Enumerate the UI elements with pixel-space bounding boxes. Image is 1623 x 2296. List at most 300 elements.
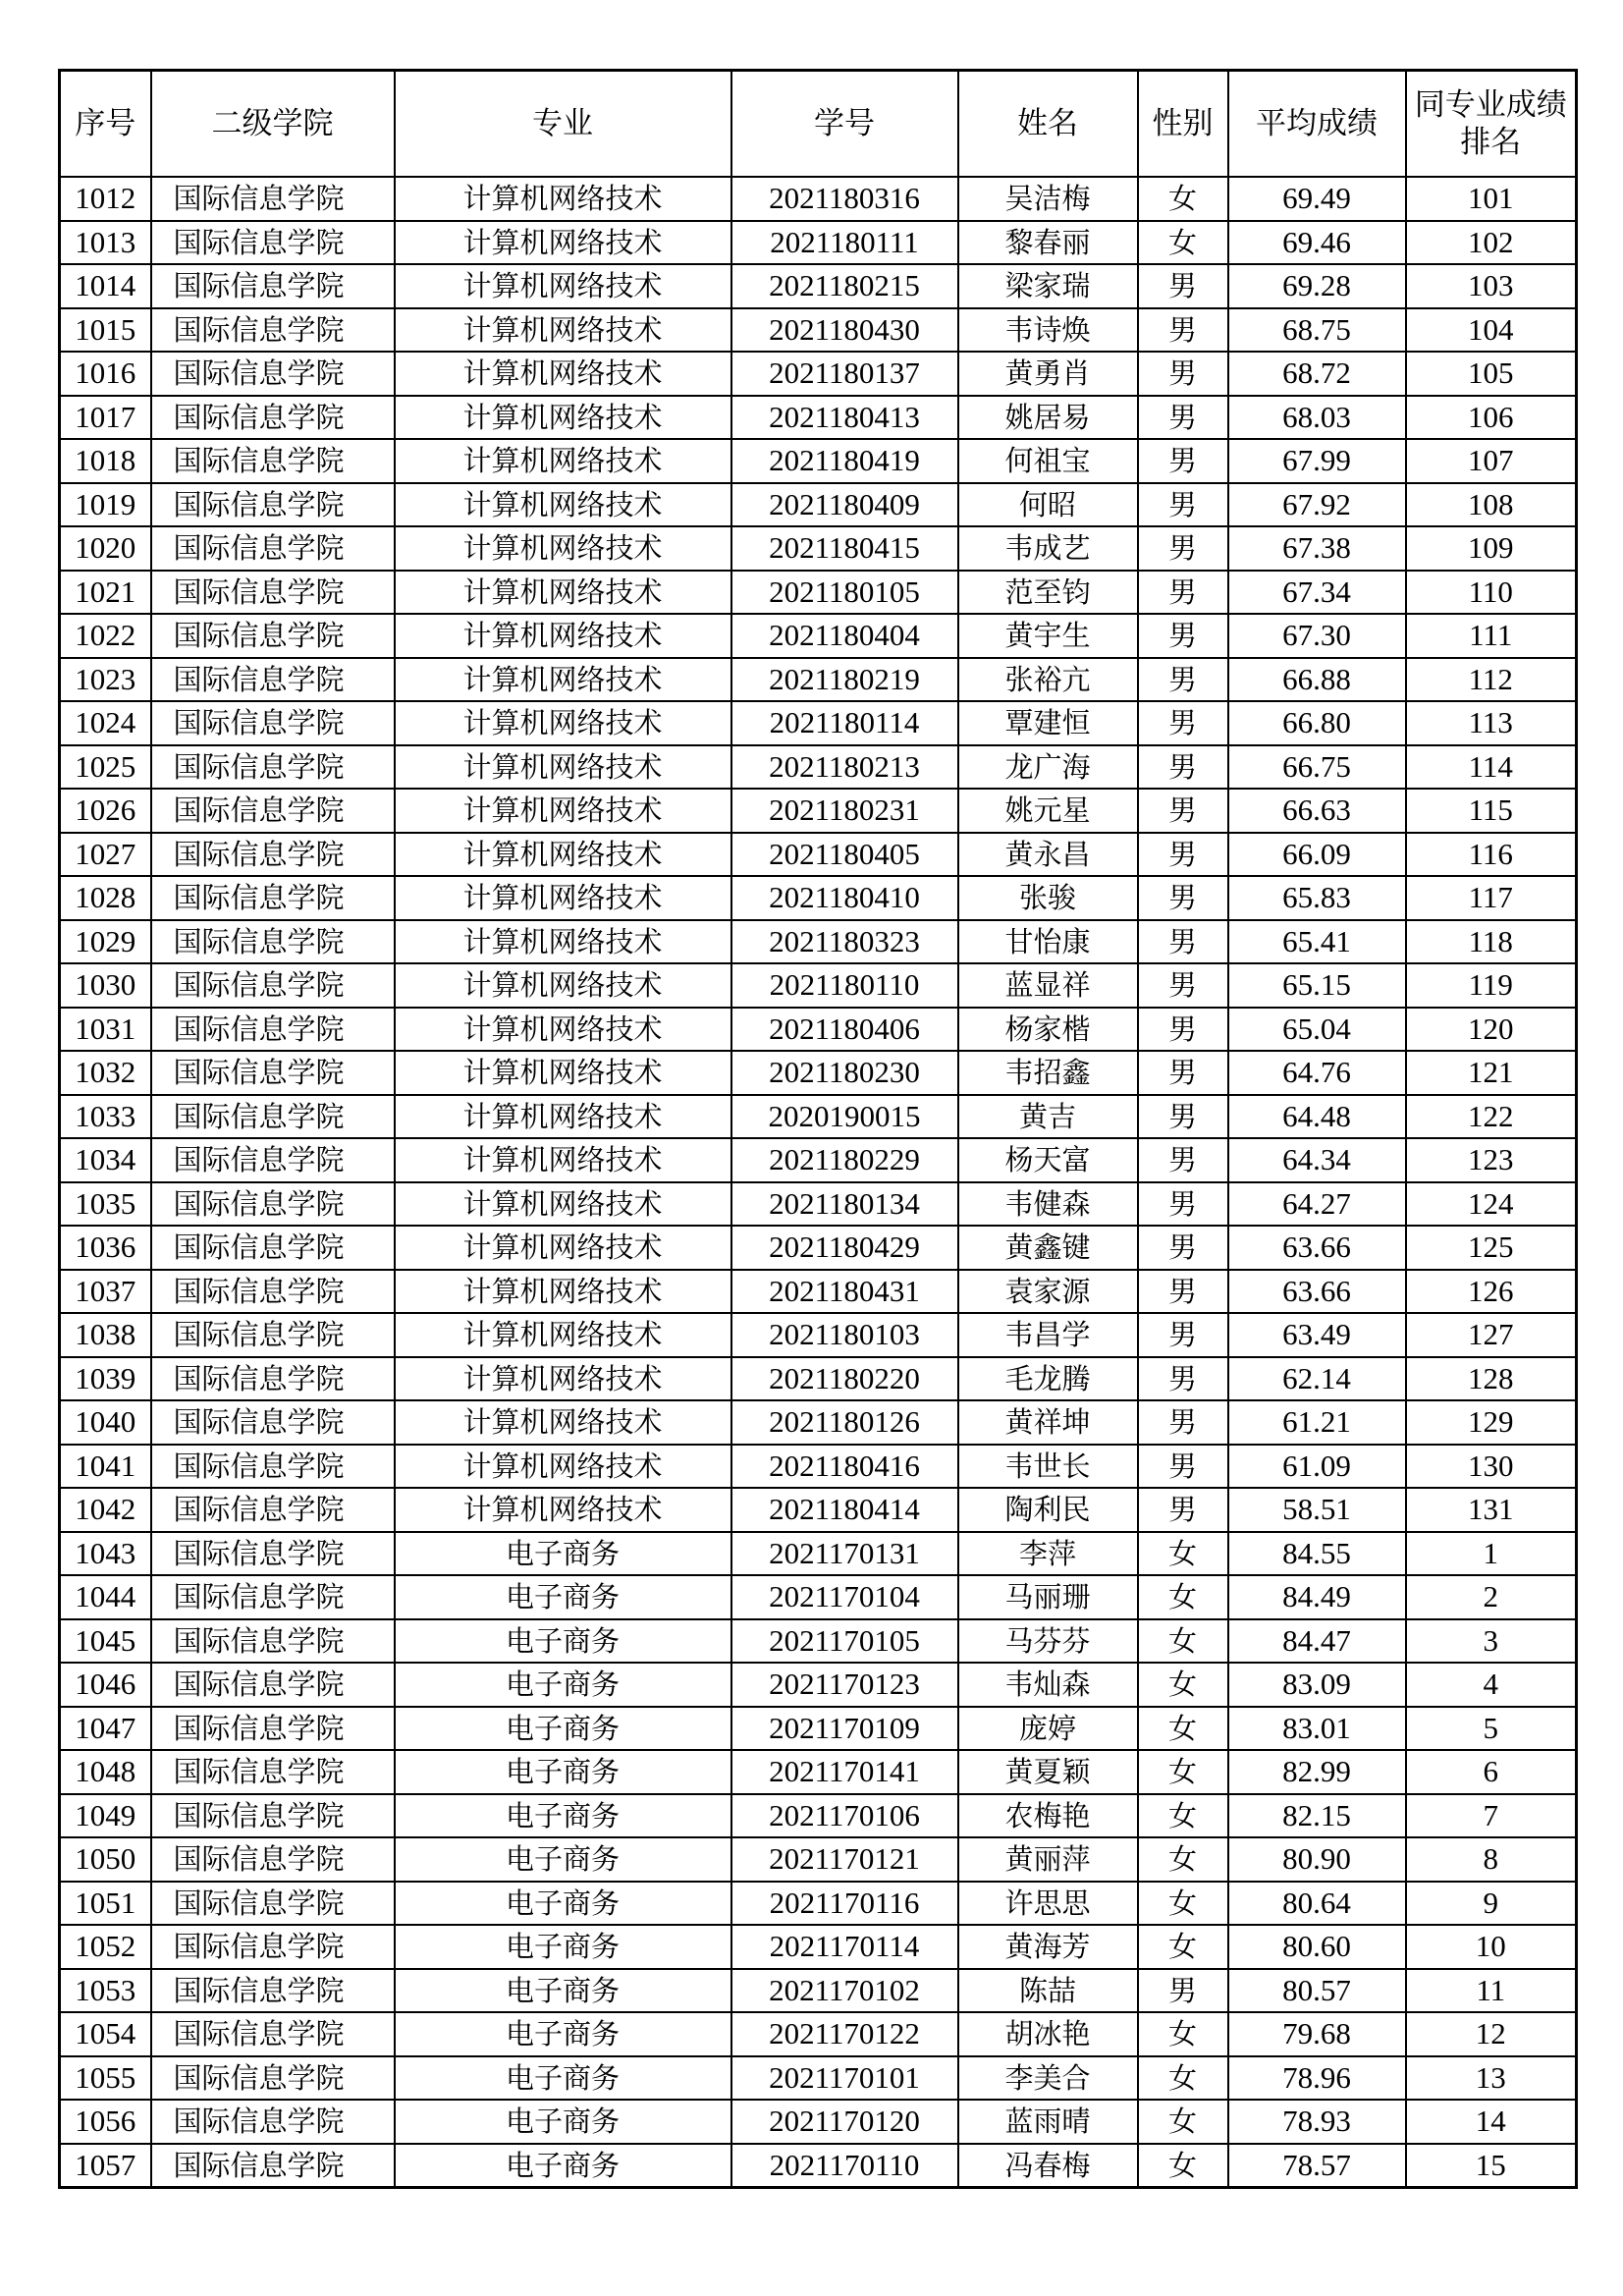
cell-name: 黎春丽 xyxy=(958,221,1138,265)
cell-major: 计算机网络技术 xyxy=(395,308,731,353)
cell-seq: 1020 xyxy=(60,526,151,571)
cell-student-id: 2021180431 xyxy=(731,1270,958,1314)
cell-gender: 男 xyxy=(1138,614,1228,658)
cell-college: 国际信息学院 xyxy=(151,1445,395,1489)
cell-seq: 1013 xyxy=(60,221,151,265)
cell-college: 国际信息学院 xyxy=(151,1357,395,1401)
cell-gender: 男 xyxy=(1138,264,1228,308)
cell-college: 国际信息学院 xyxy=(151,1619,395,1664)
cell-student-id: 2021180230 xyxy=(731,1051,958,1095)
cell-average-score: 69.28 xyxy=(1228,264,1406,308)
cell-major: 电子商务 xyxy=(395,1663,731,1707)
cell-major-rank: 102 xyxy=(1406,221,1577,265)
table-row xyxy=(60,789,1577,833)
cell-name: 许思思 xyxy=(958,1882,1138,1926)
cell-average-score: 65.83 xyxy=(1228,876,1406,920)
cell-seq: 1022 xyxy=(60,614,151,658)
cell-name: 马芬芬 xyxy=(958,1619,1138,1664)
cell-student-id: 2021180430 xyxy=(731,308,958,353)
cell-major: 计算机网络技术 xyxy=(395,221,731,265)
cell-student-id: 2021180137 xyxy=(731,352,958,396)
col-header-student-id: 学号 xyxy=(731,71,958,178)
cell-student-id: 2021180105 xyxy=(731,571,958,615)
cell-college: 国际信息学院 xyxy=(151,2056,395,2101)
cell-college: 国际信息学院 xyxy=(151,1488,395,1532)
cell-major: 计算机网络技术 xyxy=(395,352,731,396)
cell-gender: 女 xyxy=(1138,2144,1228,2188)
cell-student-id: 2021180415 xyxy=(731,526,958,571)
cell-college: 国际信息学院 xyxy=(151,1707,395,1751)
cell-name: 黄丽萍 xyxy=(958,1837,1138,1882)
cell-average-score: 79.68 xyxy=(1228,2012,1406,2056)
cell-college: 国际信息学院 xyxy=(151,1095,395,1139)
grade-table xyxy=(58,69,1578,2189)
cell-student-id: 2021180429 xyxy=(731,1226,958,1270)
cell-seq: 1055 xyxy=(60,2056,151,2101)
cell-major-rank: 121 xyxy=(1406,1051,1577,1095)
cell-average-score: 68.03 xyxy=(1228,396,1406,440)
cell-college: 国际信息学院 xyxy=(151,1182,395,1227)
cell-gender: 男 xyxy=(1138,1357,1228,1401)
cell-name: 姚居易 xyxy=(958,396,1138,440)
cell-student-id: 2021170101 xyxy=(731,2056,958,2101)
table-row xyxy=(60,221,1577,265)
cell-major-rank: 6 xyxy=(1406,1750,1577,1794)
cell-seq: 1053 xyxy=(60,1969,151,2013)
cell-student-id: 2021180103 xyxy=(731,1313,958,1357)
cell-student-id: 2021180231 xyxy=(731,789,958,833)
cell-average-score: 78.57 xyxy=(1228,2144,1406,2188)
cell-major-rank: 111 xyxy=(1406,614,1577,658)
cell-major: 计算机网络技术 xyxy=(395,396,731,440)
table-row xyxy=(60,177,1577,221)
cell-major: 电子商务 xyxy=(395,2056,731,2101)
table-row xyxy=(60,396,1577,440)
table-row xyxy=(60,1794,1577,1838)
cell-major: 计算机网络技术 xyxy=(395,789,731,833)
table-row xyxy=(60,1750,1577,1794)
cell-seq: 1018 xyxy=(60,439,151,483)
cell-major: 电子商务 xyxy=(395,1575,731,1619)
table-row xyxy=(60,1138,1577,1182)
cell-college: 国际信息学院 xyxy=(151,614,395,658)
cell-name: 黄祥坤 xyxy=(958,1400,1138,1445)
cell-college: 国际信息学院 xyxy=(151,920,395,964)
cell-gender: 男 xyxy=(1138,396,1228,440)
cell-major-rank: 124 xyxy=(1406,1182,1577,1227)
cell-student-id: 2021170122 xyxy=(731,2012,958,2056)
cell-seq: 1045 xyxy=(60,1619,151,1664)
cell-major: 计算机网络技术 xyxy=(395,876,731,920)
table-row xyxy=(60,1663,1577,1707)
cell-seq: 1057 xyxy=(60,2144,151,2188)
cell-student-id: 2021180111 xyxy=(731,221,958,265)
cell-gender: 女 xyxy=(1138,1750,1228,1794)
cell-student-id: 2021180414 xyxy=(731,1488,958,1532)
cell-seq: 1054 xyxy=(60,2012,151,2056)
cell-major-rank: 1 xyxy=(1406,1532,1577,1576)
cell-average-score: 63.66 xyxy=(1228,1270,1406,1314)
cell-major: 计算机网络技术 xyxy=(395,658,731,702)
cell-college: 国际信息学院 xyxy=(151,1138,395,1182)
cell-gender: 男 xyxy=(1138,308,1228,353)
cell-major-rank: 128 xyxy=(1406,1357,1577,1401)
cell-average-score: 66.80 xyxy=(1228,701,1406,745)
cell-average-score: 83.09 xyxy=(1228,1663,1406,1707)
table-row xyxy=(60,1707,1577,1751)
cell-major-rank: 104 xyxy=(1406,308,1577,353)
table-row xyxy=(60,1270,1577,1314)
col-header-gender: 性别 xyxy=(1138,71,1228,178)
cell-major: 计算机网络技术 xyxy=(395,1095,731,1139)
cell-seq: 1019 xyxy=(60,483,151,527)
cell-gender: 男 xyxy=(1138,1095,1228,1139)
cell-major-rank: 114 xyxy=(1406,745,1577,790)
cell-major-rank: 15 xyxy=(1406,2144,1577,2188)
table-row xyxy=(60,352,1577,396)
cell-major-rank: 108 xyxy=(1406,483,1577,527)
cell-major-rank: 9 xyxy=(1406,1882,1577,1926)
cell-name: 姚元星 xyxy=(958,789,1138,833)
cell-college: 国际信息学院 xyxy=(151,789,395,833)
cell-seq: 1023 xyxy=(60,658,151,702)
cell-seq: 1042 xyxy=(60,1488,151,1532)
cell-name: 黄勇肖 xyxy=(958,352,1138,396)
cell-gender: 女 xyxy=(1138,221,1228,265)
cell-major: 计算机网络技术 xyxy=(395,701,731,745)
cell-major: 电子商务 xyxy=(395,2100,731,2144)
cell-major: 计算机网络技术 xyxy=(395,1226,731,1270)
cell-seq: 1038 xyxy=(60,1313,151,1357)
table-row xyxy=(60,483,1577,527)
cell-major-rank: 2 xyxy=(1406,1575,1577,1619)
cell-college: 国际信息学院 xyxy=(151,2100,395,2144)
cell-major: 计算机网络技术 xyxy=(395,1488,731,1532)
cell-name: 黄海芳 xyxy=(958,1925,1138,1969)
cell-seq: 1036 xyxy=(60,1226,151,1270)
cell-gender: 女 xyxy=(1138,1532,1228,1576)
cell-student-id: 2021170114 xyxy=(731,1925,958,1969)
cell-college: 国际信息学院 xyxy=(151,963,395,1008)
table-row xyxy=(60,1575,1577,1619)
cell-college: 国际信息学院 xyxy=(151,526,395,571)
cell-major: 计算机网络技术 xyxy=(395,483,731,527)
cell-college: 国际信息学院 xyxy=(151,396,395,440)
cell-name: 韦诗焕 xyxy=(958,308,1138,353)
table-row xyxy=(60,1182,1577,1227)
cell-average-score: 63.49 xyxy=(1228,1313,1406,1357)
cell-average-score: 66.09 xyxy=(1228,833,1406,877)
cell-seq: 1048 xyxy=(60,1750,151,1794)
cell-name: 黄鑫键 xyxy=(958,1226,1138,1270)
cell-college: 国际信息学院 xyxy=(151,2012,395,2056)
cell-average-score: 82.15 xyxy=(1228,1794,1406,1838)
table-body xyxy=(60,177,1577,2188)
cell-major-rank: 130 xyxy=(1406,1445,1577,1489)
cell-major: 计算机网络技术 xyxy=(395,1051,731,1095)
cell-seq: 1027 xyxy=(60,833,151,877)
cell-gender: 女 xyxy=(1138,1619,1228,1664)
cell-student-id: 2021170105 xyxy=(731,1619,958,1664)
table-row xyxy=(60,1400,1577,1445)
cell-major: 计算机网络技术 xyxy=(395,571,731,615)
cell-gender: 男 xyxy=(1138,1182,1228,1227)
cell-major: 计算机网络技术 xyxy=(395,1138,731,1182)
cell-major-rank: 116 xyxy=(1406,833,1577,877)
cell-gender: 男 xyxy=(1138,745,1228,790)
cell-name: 蓝显祥 xyxy=(958,963,1138,1008)
cell-college: 国际信息学院 xyxy=(151,1575,395,1619)
cell-seq: 1034 xyxy=(60,1138,151,1182)
cell-major-rank: 11 xyxy=(1406,1969,1577,2013)
cell-seq: 1039 xyxy=(60,1357,151,1401)
table-row xyxy=(60,2100,1577,2144)
cell-student-id: 2021180416 xyxy=(731,1445,958,1489)
cell-gender: 男 xyxy=(1138,833,1228,877)
cell-student-id: 2021180110 xyxy=(731,963,958,1008)
cell-average-score: 84.47 xyxy=(1228,1619,1406,1664)
table-row xyxy=(60,963,1577,1008)
cell-seq: 1024 xyxy=(60,701,151,745)
cell-seq: 1044 xyxy=(60,1575,151,1619)
cell-gender: 女 xyxy=(1138,1575,1228,1619)
cell-gender: 女 xyxy=(1138,1794,1228,1838)
cell-seq: 1028 xyxy=(60,876,151,920)
table-row xyxy=(60,2012,1577,2056)
cell-major: 计算机网络技术 xyxy=(395,526,731,571)
cell-student-id: 2021170102 xyxy=(731,1969,958,2013)
cell-student-id: 2020190015 xyxy=(731,1095,958,1139)
cell-average-score: 68.72 xyxy=(1228,352,1406,396)
cell-major-rank: 105 xyxy=(1406,352,1577,396)
cell-major: 计算机网络技术 xyxy=(395,963,731,1008)
cell-major: 计算机网络技术 xyxy=(395,614,731,658)
cell-seq: 1029 xyxy=(60,920,151,964)
cell-student-id: 2021170110 xyxy=(731,2144,958,2188)
cell-major: 电子商务 xyxy=(395,1619,731,1664)
cell-major-rank: 8 xyxy=(1406,1837,1577,1882)
cell-average-score: 67.92 xyxy=(1228,483,1406,527)
cell-college: 国际信息学院 xyxy=(151,701,395,745)
cell-average-score: 62.14 xyxy=(1228,1357,1406,1401)
cell-gender: 男 xyxy=(1138,352,1228,396)
cell-college: 国际信息学院 xyxy=(151,264,395,308)
cell-name: 覃建恒 xyxy=(958,701,1138,745)
cell-college: 国际信息学院 xyxy=(151,221,395,265)
cell-average-score: 67.38 xyxy=(1228,526,1406,571)
cell-major-rank: 7 xyxy=(1406,1794,1577,1838)
table-row xyxy=(60,1882,1577,1926)
cell-seq: 1012 xyxy=(60,177,151,221)
cell-major-rank: 120 xyxy=(1406,1008,1577,1052)
cell-college: 国际信息学院 xyxy=(151,177,395,221)
table-row xyxy=(60,308,1577,353)
cell-gender: 男 xyxy=(1138,1488,1228,1532)
cell-average-score: 67.99 xyxy=(1228,439,1406,483)
table-row xyxy=(60,658,1577,702)
cell-major: 计算机网络技术 xyxy=(395,1270,731,1314)
cell-seq: 1056 xyxy=(60,2100,151,2144)
cell-average-score: 64.34 xyxy=(1228,1138,1406,1182)
cell-college: 国际信息学院 xyxy=(151,571,395,615)
cell-student-id: 2021180413 xyxy=(731,396,958,440)
cell-college: 国际信息学院 xyxy=(151,1663,395,1707)
cell-student-id: 2021180405 xyxy=(731,833,958,877)
table-row xyxy=(60,1837,1577,1882)
cell-seq: 1026 xyxy=(60,789,151,833)
cell-average-score: 63.66 xyxy=(1228,1226,1406,1270)
cell-major-rank: 14 xyxy=(1406,2100,1577,2144)
cell-major-rank: 10 xyxy=(1406,1925,1577,1969)
cell-name: 韦昌学 xyxy=(958,1313,1138,1357)
cell-gender: 女 xyxy=(1138,2100,1228,2144)
cell-student-id: 2021170109 xyxy=(731,1707,958,1751)
cell-name: 陶利民 xyxy=(958,1488,1138,1532)
cell-college: 国际信息学院 xyxy=(151,308,395,353)
cell-college: 国际信息学院 xyxy=(151,1051,395,1095)
cell-major-rank: 127 xyxy=(1406,1313,1577,1357)
table-row xyxy=(60,1619,1577,1664)
cell-name: 庞婷 xyxy=(958,1707,1138,1751)
cell-major-rank: 113 xyxy=(1406,701,1577,745)
cell-gender: 女 xyxy=(1138,1925,1228,1969)
cell-name: 韦灿森 xyxy=(958,1663,1138,1707)
cell-seq: 1025 xyxy=(60,745,151,790)
cell-major-rank: 12 xyxy=(1406,2012,1577,2056)
cell-name: 马丽珊 xyxy=(958,1575,1138,1619)
cell-average-score: 66.75 xyxy=(1228,745,1406,790)
cell-seq: 1031 xyxy=(60,1008,151,1052)
cell-average-score: 80.64 xyxy=(1228,1882,1406,1926)
cell-seq: 1033 xyxy=(60,1095,151,1139)
cell-college: 国际信息学院 xyxy=(151,1969,395,2013)
cell-major-rank: 119 xyxy=(1406,963,1577,1008)
cell-student-id: 2021180219 xyxy=(731,658,958,702)
cell-major: 计算机网络技术 xyxy=(395,1400,731,1445)
cell-major-rank: 109 xyxy=(1406,526,1577,571)
cell-major: 电子商务 xyxy=(395,1969,731,2013)
cell-student-id: 2021170141 xyxy=(731,1750,958,1794)
cell-average-score: 58.51 xyxy=(1228,1488,1406,1532)
cell-college: 国际信息学院 xyxy=(151,1313,395,1357)
table-row xyxy=(60,264,1577,308)
cell-name: 李美合 xyxy=(958,2056,1138,2101)
cell-seq: 1014 xyxy=(60,264,151,308)
cell-major: 计算机网络技术 xyxy=(395,439,731,483)
cell-major-rank: 122 xyxy=(1406,1095,1577,1139)
cell-name: 黄宇生 xyxy=(958,614,1138,658)
table-row xyxy=(60,876,1577,920)
cell-name: 杨家楷 xyxy=(958,1008,1138,1052)
cell-major-rank: 106 xyxy=(1406,396,1577,440)
cell-gender: 女 xyxy=(1138,2012,1228,2056)
table-row xyxy=(60,2056,1577,2101)
cell-student-id: 2021170104 xyxy=(731,1575,958,1619)
cell-college: 国际信息学院 xyxy=(151,1837,395,1882)
cell-student-id: 2021170121 xyxy=(731,1837,958,1882)
cell-gender: 男 xyxy=(1138,1226,1228,1270)
cell-name: 韦成艺 xyxy=(958,526,1138,571)
cell-major-rank: 126 xyxy=(1406,1270,1577,1314)
table-row xyxy=(60,1969,1577,2013)
cell-average-score: 68.75 xyxy=(1228,308,1406,353)
cell-name: 韦招鑫 xyxy=(958,1051,1138,1095)
cell-gender: 男 xyxy=(1138,701,1228,745)
cell-gender: 男 xyxy=(1138,1138,1228,1182)
cell-average-score: 83.01 xyxy=(1228,1707,1406,1751)
table-row xyxy=(60,526,1577,571)
cell-average-score: 84.49 xyxy=(1228,1575,1406,1619)
cell-student-id: 2021180213 xyxy=(731,745,958,790)
cell-major: 电子商务 xyxy=(395,1707,731,1751)
cell-name: 张裕亢 xyxy=(958,658,1138,702)
cell-major: 电子商务 xyxy=(395,1882,731,1926)
cell-student-id: 2021180419 xyxy=(731,439,958,483)
cell-average-score: 84.55 xyxy=(1228,1532,1406,1576)
cell-college: 国际信息学院 xyxy=(151,1008,395,1052)
cell-major: 电子商务 xyxy=(395,2144,731,2188)
cell-name: 何昭 xyxy=(958,483,1138,527)
header-row xyxy=(60,71,1577,178)
cell-student-id: 2021180410 xyxy=(731,876,958,920)
table-row xyxy=(60,1445,1577,1489)
cell-college: 国际信息学院 xyxy=(151,1750,395,1794)
table-row xyxy=(60,1357,1577,1401)
table-header xyxy=(60,71,1577,178)
cell-major-rank: 110 xyxy=(1406,571,1577,615)
cell-name: 胡冰艳 xyxy=(958,2012,1138,2056)
cell-average-score: 67.30 xyxy=(1228,614,1406,658)
table-row xyxy=(60,920,1577,964)
cell-major-rank: 103 xyxy=(1406,264,1577,308)
cell-average-score: 78.93 xyxy=(1228,2100,1406,2144)
col-header-average-score: 平均成绩 xyxy=(1228,71,1406,178)
cell-major: 计算机网络技术 xyxy=(395,920,731,964)
cell-gender: 男 xyxy=(1138,1008,1228,1052)
cell-seq: 1049 xyxy=(60,1794,151,1838)
cell-major-rank: 115 xyxy=(1406,789,1577,833)
cell-name: 韦世长 xyxy=(958,1445,1138,1489)
cell-student-id: 2021180126 xyxy=(731,1400,958,1445)
cell-college: 国际信息学院 xyxy=(151,439,395,483)
table-row xyxy=(60,1226,1577,1270)
cell-average-score: 80.60 xyxy=(1228,1925,1406,1969)
cell-name: 袁家源 xyxy=(958,1270,1138,1314)
cell-major: 计算机网络技术 xyxy=(395,833,731,877)
cell-gender: 男 xyxy=(1138,1445,1228,1489)
cell-major: 计算机网络技术 xyxy=(395,264,731,308)
cell-student-id: 2021180404 xyxy=(731,614,958,658)
cell-average-score: 66.63 xyxy=(1228,789,1406,833)
cell-name: 李萍 xyxy=(958,1532,1138,1576)
cell-seq: 1051 xyxy=(60,1882,151,1926)
cell-seq: 1015 xyxy=(60,308,151,353)
cell-student-id: 2021180134 xyxy=(731,1182,958,1227)
cell-student-id: 2021180409 xyxy=(731,483,958,527)
cell-average-score: 69.49 xyxy=(1228,177,1406,221)
cell-seq: 1052 xyxy=(60,1925,151,1969)
col-header-name: 姓名 xyxy=(958,71,1138,178)
cell-major-rank: 101 xyxy=(1406,177,1577,221)
cell-name: 黄夏颖 xyxy=(958,1750,1138,1794)
cell-gender: 男 xyxy=(1138,571,1228,615)
cell-college: 国际信息学院 xyxy=(151,483,395,527)
cell-college: 国际信息学院 xyxy=(151,876,395,920)
cell-major-rank: 4 xyxy=(1406,1663,1577,1707)
cell-average-score: 65.41 xyxy=(1228,920,1406,964)
cell-major-rank: 5 xyxy=(1406,1707,1577,1751)
cell-major-rank: 3 xyxy=(1406,1619,1577,1664)
